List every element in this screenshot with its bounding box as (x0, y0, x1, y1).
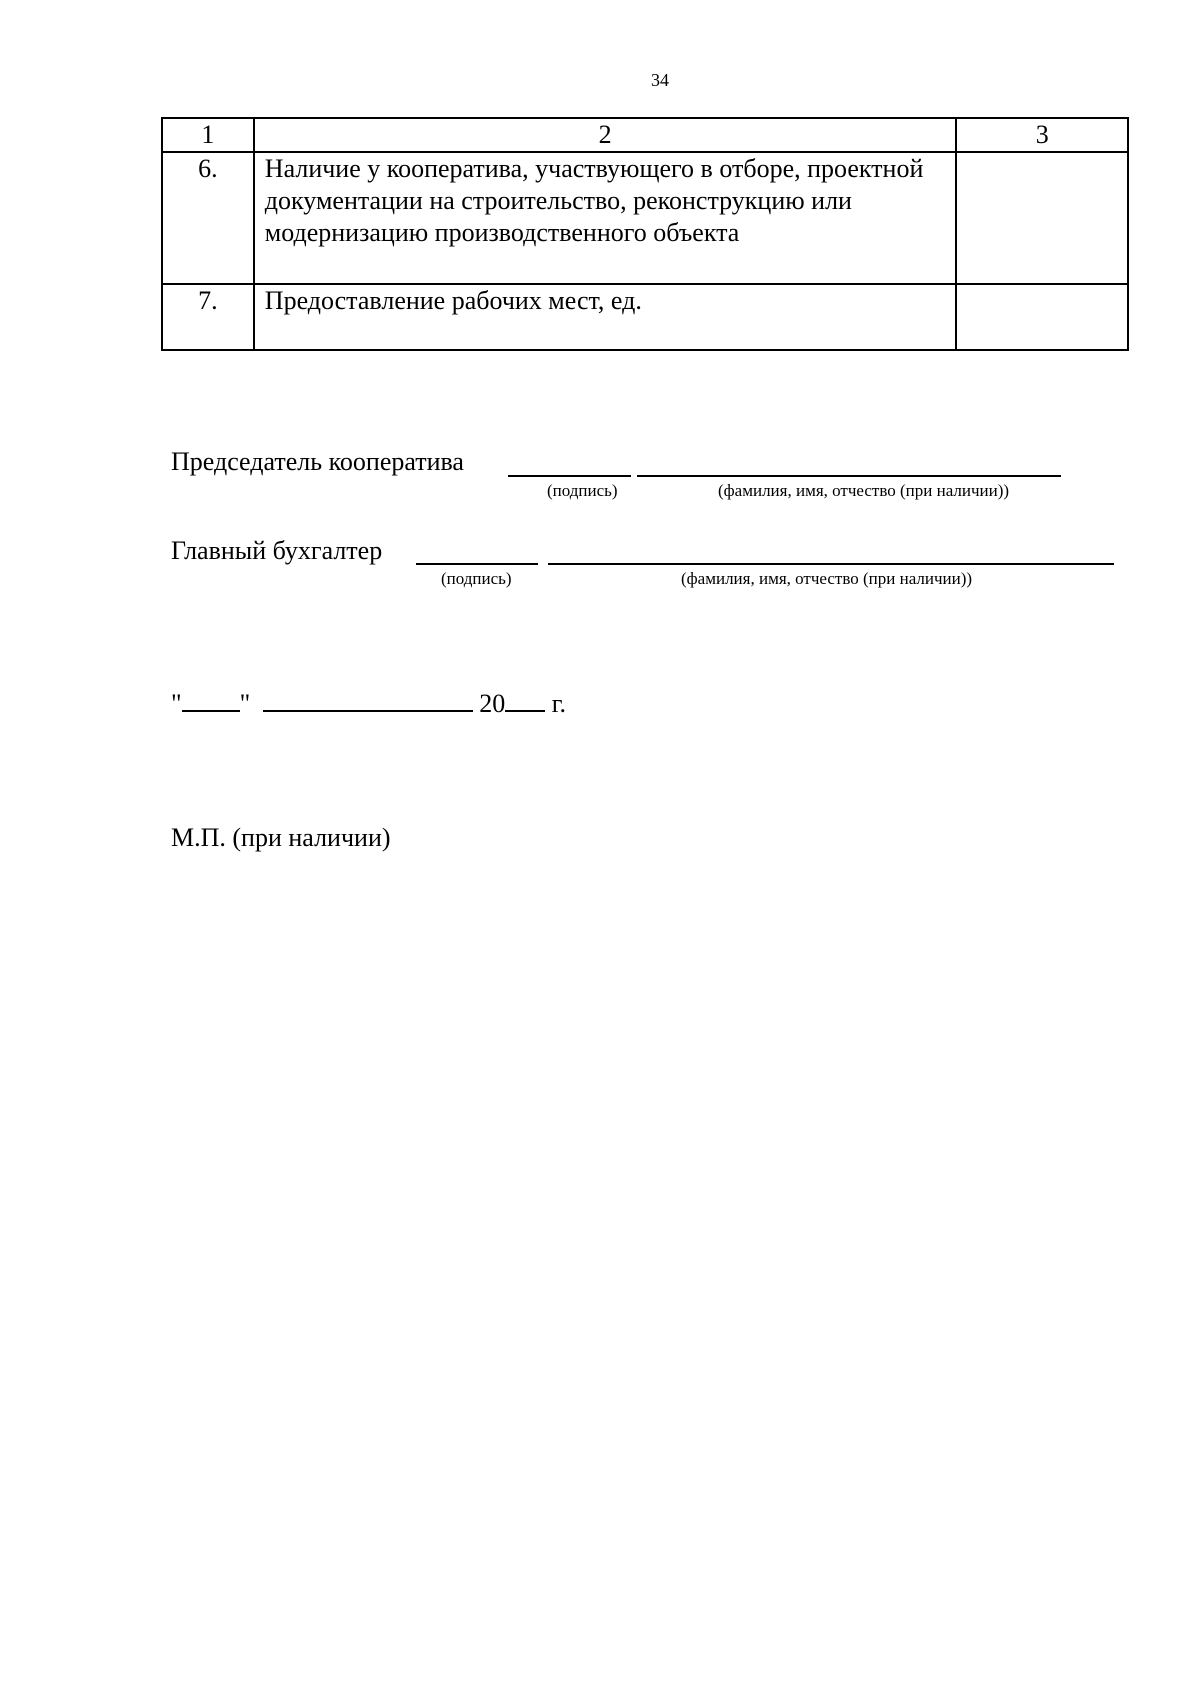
date-line (171, 688, 566, 719)
year-suffix: г. (551, 689, 566, 718)
table-header-row (162, 118, 1128, 152)
criterion-text: Предоставление рабочих мест, ед. (254, 284, 957, 350)
accountant-signature-blank[interactable] (416, 563, 538, 565)
month-blank[interactable] (263, 688, 473, 712)
criteria-table (161, 117, 1129, 351)
accountant-name-caption: (фамилия, имя, отчество (при наличии)) (681, 569, 973, 588)
date-open-quote: " (171, 689, 182, 718)
header-col-1: 1 (162, 118, 254, 152)
accountant-signature-caption: (подпись) (441, 569, 512, 588)
table-row (162, 152, 1128, 284)
chairman-signature-blank[interactable] (508, 475, 631, 477)
criterion-text: Наличие у кооператива, участвующего в отборе, проектной документации на строительство, реконструкцию или модернизацию производственного объекта (254, 152, 957, 284)
chairman-label: Председатель кооператива (171, 447, 464, 476)
chairman-name-caption: (фамилия, имя, отчество (при наличии)) (718, 481, 1010, 500)
chairman-signature-caption: (подпись) (547, 481, 618, 500)
page-number: 34 (651, 70, 669, 90)
day-blank[interactable] (182, 688, 240, 712)
year-blank[interactable] (505, 688, 545, 712)
stamp-place: М.П. (при наличии) (171, 823, 391, 852)
criterion-value[interactable] (956, 152, 1128, 284)
row-number: 6. (162, 152, 254, 284)
accountant-label: Главный бухгалтер (171, 536, 383, 565)
accountant-name-blank[interactable] (548, 563, 1114, 565)
chairman-name-blank[interactable] (637, 475, 1061, 477)
criterion-value[interactable] (956, 284, 1128, 350)
row-number: 7. (162, 284, 254, 350)
date-close-quote: " (239, 689, 251, 718)
year-century: 20 (479, 689, 506, 718)
header-col-2: 2 (254, 118, 957, 152)
header-col-3: 3 (956, 118, 1128, 152)
table-row (162, 284, 1128, 350)
